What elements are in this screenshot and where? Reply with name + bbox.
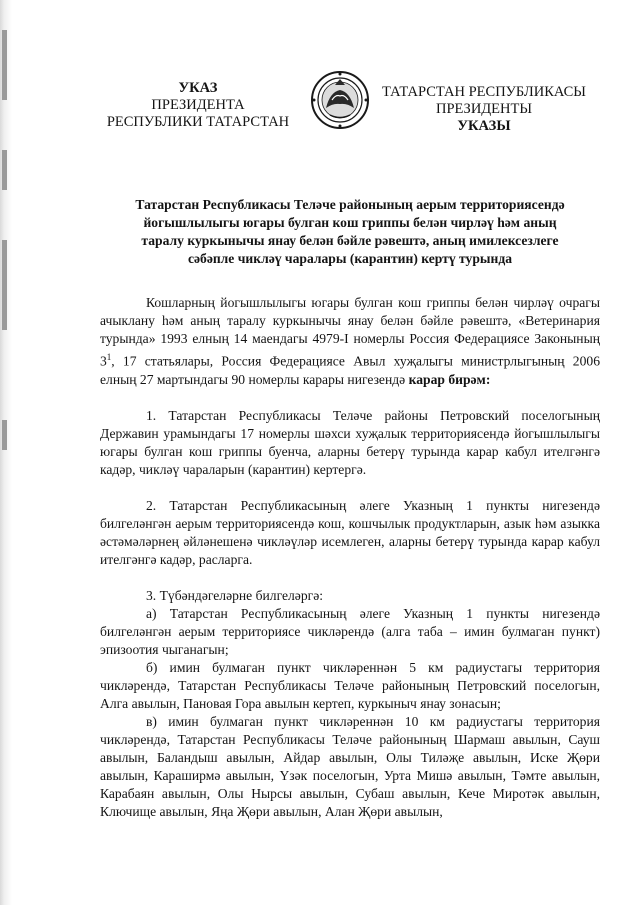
decree-title [100, 196, 600, 268]
title-line: Татарстан Республикасы Теләче районының аерым территориясендә [135, 197, 565, 212]
header-right-line1: ТАТАРСТАН РЕСПУБЛИКАСЫ [382, 84, 586, 100]
header-russian [100, 80, 296, 131]
tatarstan-coat-of-arms-icon [310, 70, 370, 130]
header-tatar [376, 84, 592, 135]
preamble-resolution: карар бирәм: [408, 371, 491, 387]
header-left-line2: ПРЕЗИДЕНТА [151, 97, 245, 113]
item-2: 2. Татарстан Республикасының әлеге Указның 1 пункты нигезендә билгеләнгән аерым территориясендә кош, кошчылык продуктларын, азык һәм азыкка әстәмәләрнең әйләнешенә чикләүләр исемлеген, аларны бетерү турында карар кабул ителгәнгә кадәр, расларга. [100, 497, 600, 567]
decree-body [100, 294, 600, 821]
item-3-c: в) имин булмаган пункт чикләреннән 10 км радиустагы территория чикләрендә, Татарстан Республикасы Теләче районының Шармаш авылын, Сауш авылын, Баландыш авылын, Айдар авылын, Олы Тиләҗе авылын, Иске Җөри авылын, Караширмә авылын, Үзәк поселогын, Урта Мишә авылын, Тәмте авылын, Карабаян авылын, Олы Нырсы авылын, Субаш авылын, Кече Миротәк авылын, Ключище авылын, Яңа Җөри авылын, Алан Җөри авылын, [100, 713, 600, 819]
scan-edge-shadow [0, 0, 12, 905]
scan-artifact [2, 30, 7, 100]
preamble-text: Кошларның йогышлылыгы югары булган кош гриппы белән чирләү очрагы ачыклану һәм аның таралу куркынычы янау белән бәйле рәвештә, «Ветеринария турында» 1993 елның 14 маендагы 4979-I номерлы Россия Федерациясе Законының 3 [100, 295, 600, 369]
header-left-line3: РЕСПУБЛИКИ ТАТАРСТАН [106, 114, 290, 130]
title-line: сәбәпле чикләү чаралары (карантин) кертү турында [187, 251, 513, 266]
preamble-text-cont: , 17 статьялары, Россия Федерациясе Авыл хуҗалыгы министрлыгының 2006 елның 27 мартындагы 90 номерлы карары нигезендә [100, 353, 600, 387]
item-3-b: б) имин булмаган пункт чикләреннән 5 км радиустагы территория чикләрендә, Татарстан Республикасы Теләче районының Петровский поселогын, Алга авылын, Пановая Гора авылын кертеп, куркыныч янау зонасын; [100, 659, 600, 711]
scan-artifact [2, 420, 7, 450]
title-line: йогышлылыгы югары булган кош гриппы белән чирләү һәм аның [143, 215, 557, 230]
item-3-intro: 3. Түбәндәгеләрне билгеләргә: [146, 587, 324, 603]
header-right-line2: ПРЕЗИДЕНТЫ [435, 101, 533, 117]
scan-artifact [2, 150, 7, 190]
header-left-line1: УКАЗ [178, 80, 218, 96]
preamble-superscript: 1 [106, 352, 112, 362]
preamble-paragraph [100, 294, 600, 389]
item-3-a: а) Татарстан Республикасының әлеге Указның 1 пункты нигезендә билгеләнгән аерым территориясе чикләрендә (алга таба – имин булмаган пункт) эпизоотия чыганагын; [100, 605, 600, 657]
header-right-line3: УКАЗЫ [457, 118, 511, 134]
title-line: таралу куркынычы янау белән бәйле рәвештә, аның имилексезлеге [141, 233, 559, 248]
item-1: 1. Татарстан Республикасы Теләче районы Петровский поселогының Державин урамындагы 17 номерлы шәхси хуҗалык территориясендә йогышлылыгы югары булган кош гриппы буенча, аларны бетерү турында карар кабул ителгәнгә кадәр, чикләү чараларын (карантин) кертергә. [100, 407, 600, 477]
scan-artifact [2, 240, 7, 330]
